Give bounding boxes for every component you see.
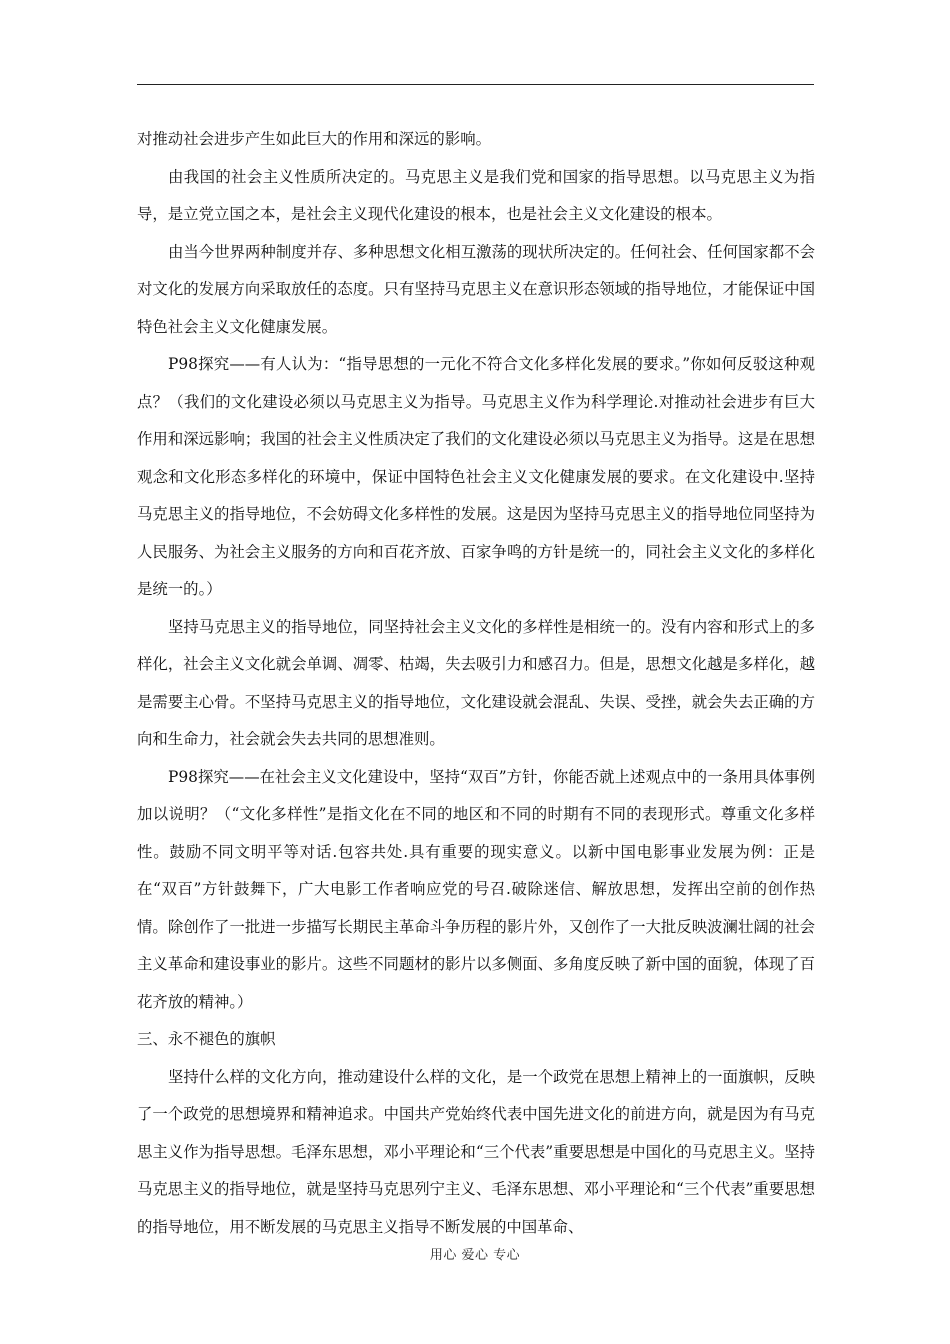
paragraph-p98-explore-2: P98探究——在社会主义文化建设中，坚持“双百”方针，你能否就上述观点中的一条用具体事例加以说明？（“文化多样性”是指文化在不同的地区和不同的时期有不同的表现形式。尊重文化多样性。鼓励不同文明平等对话.包容共处.具有重要的现实意义。以新中国电影事业发展为例：正是在“双百”方针鼓舞下，广大电影工作者响应党的号召.破除迷信、解放思想，发挥出空前的创作热情。除创作了一批进一步描写长期民主革命斗争历程的影片外，又创作了一大批反映波澜壮阔的社会主义革命和建设事业的影片。这些不同题材的影片以多侧面、多角度反映了新中国的面貌，体现了百花齐放的精神。） (137, 767, 815, 1011)
document-body (137, 121, 815, 1246)
paragraph-5: 坚持马克思主义的指导地位，同坚持社会主义文化的多样性是相统一的。没有内容和形式上的多样化，社会主义文化就会单调、凋零、枯竭，失去吸引力和感召力。但是，思想文化越是多样化，越是需要主心骨。不坚持马克思主义的指导地位，文化建设就会混乱、失误、受挫，就会失去正确的方向和生命力，社会就会失去共同的思想准则。 (137, 617, 815, 748)
paragraph-1: 对推动社会进步产生如此巨大的作用和深远的影响。 (137, 130, 491, 148)
paragraph-3: 由当今世界两种制度并存、多种思想文化相互激荡的现状所决定的。任何社会、任何国家都不会对文化的发展方向采取放任的态度。只有坚持马克思主义在意识形态领域的指导地位，才能保证中国特色社会主义文化健康发展。 (137, 242, 815, 336)
paragraph-2: 由我国的社会主义性质所决定的。马克思主义是我们党和国家的指导思想。以马克思主义为指导，是立党立国之本，是社会主义现代化建设的根本，也是社会主义文化建设的根本。 (137, 167, 815, 223)
section-heading: 三、永不褪色的旗帜 (137, 1030, 276, 1048)
paragraph-p98-explore-1: P98探究——有人认为：“指导思想的一元化不符合文化多样化发展的要求。”你如何反驳这种观点？（我们的文化建设必须以马克思主义为指导。马克思主义作为科学理论.对推动社会进步有巨大作用和深远影响；我国的社会主义性质决定了我们的文化建设必须以马克思主义为指导。这是在思想观念和文化形态多样化的环境中，保证中国特色社会主义文化健康发展的要求。在文化建设中.坚持马克思主义的指导地位，不会妨碍文化多样性的发展。这是因为坚持马克思主义的指导地位同坚持为人民服务、为社会主义服务的方向和百花齐放、百家争鸣的方针是统一的，同社会主义文化的多样化是统一的。） (137, 355, 815, 598)
paragraph-8: 坚持什么样的文化方向，推动建设什么样的文化，是一个政党在思想上精神上的一面旗帜，反映了一个政党的思想境界和精神追求。中国共产党始终代表中国先进文化的前进方向，就是因为有马克思主义作为指导思想。毛泽东思想，邓小平理论和“三个代表”重要思想是中国化的马克思主义。坚持马克思主义的指导地位，就是坚持马克思列宁主义、毛泽东思想、邓小平理论和“三个代表”重要思想的指导地位，用不断发展的马克思主义指导不断发展的中国革命、 (137, 1067, 815, 1236)
page-footer: 用心 爱心 专心 (429, 1248, 521, 1263)
header-rule (137, 84, 814, 85)
